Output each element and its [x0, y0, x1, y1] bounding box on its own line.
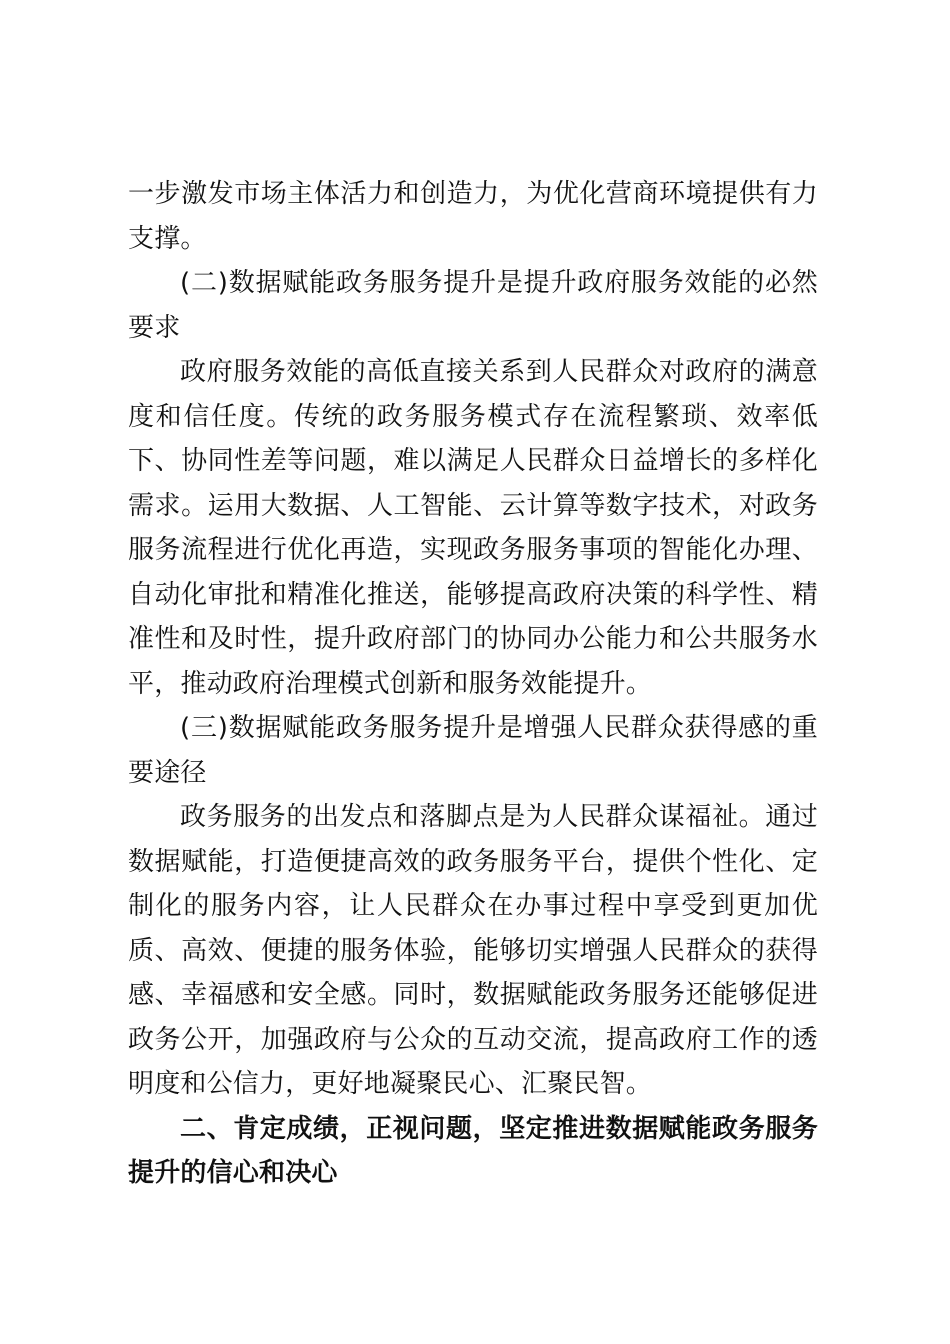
- body-paragraph: 政府服务效能的高低直接关系到人民群众对政府的满意度和信任度。传统的政务服务模式存在流程繁琐、效率低下、协同性差等问题，难以满足人民群众日益增长的多样化需求。运用大数据、人工智能、云计算等数字技术，对政务服务流程进行优化再造，实现政务服务事项的智能化办理、自动化审批和精准化推送，能够提高政府决策的科学性、精准性和及时性，提升政府部门的协同办公能力和公共服务水平，推动政府治理模式创新和服务效能提升。: [128, 357, 818, 699]
- section-heading-2: 二、肯定成绩，正视问题，坚定推进数据赋能政务服务提升的信心和决心: [128, 1113, 818, 1188]
- body-paragraph-continued: 一步激发市场主体活力和创造力，为优化营商环境提供有力支撑。: [128, 179, 818, 254]
- section-subheading-2: (二)数据赋能政务服务提升是提升政府服务效能的必然要求: [128, 268, 818, 343]
- section-subheading-3: (三)数据赋能政务服务提升是增强人民群众获得感的重要途径: [128, 713, 818, 788]
- document-body: [128, 172, 818, 1196]
- body-paragraph: 政务服务的出发点和落脚点是为人民群众谋福祉。通过数据赋能，打造便捷高效的政务服务平台，提供个性化、定制化的服务内容，让人民群众在办事过程中享受到更加优质、高效、便捷的服务体验，能够切实增强人民群众的获得感、幸福感和安全感。同时，数据赋能政务服务还能够促进政务公开，加强政府与公众的互动交流，提高政府工作的透明度和公信力，更好地凝聚民心、汇聚民智。: [128, 802, 818, 1099]
